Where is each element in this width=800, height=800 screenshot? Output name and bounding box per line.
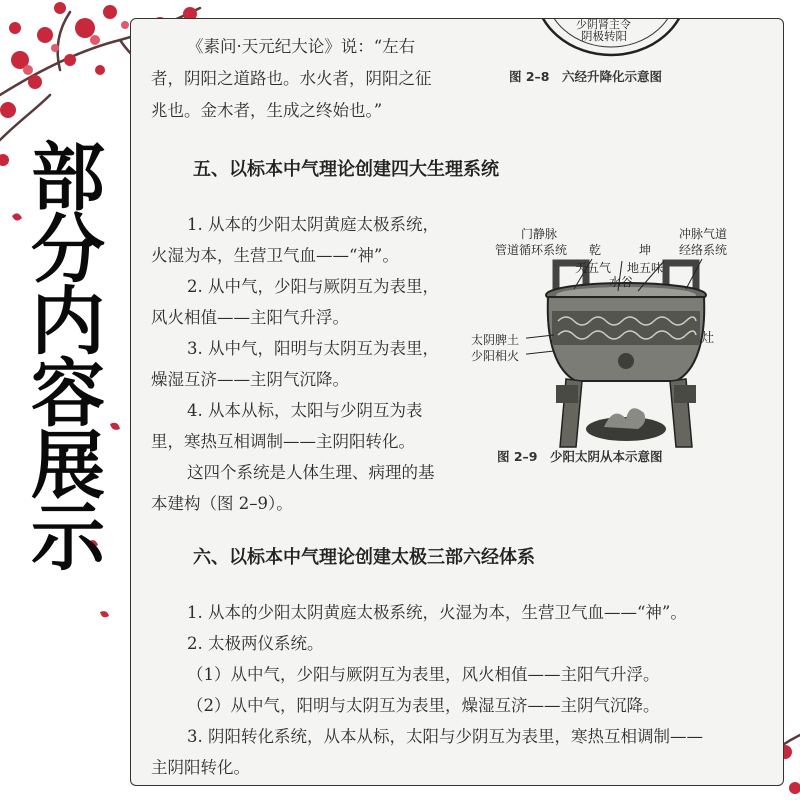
quote-line: 者，阴阳之道路也。水火者，阴阳之征 <box>151 69 432 88</box>
label-shaoyang: 少阳相火 <box>471 349 520 363</box>
label-kun: 坤 <box>639 243 652 257</box>
section-5-line: 里，寒热互相调制——主阴阳转化。 <box>151 432 415 451</box>
quote-line: 《素问·天元纪大论》说：“左右 <box>187 37 416 56</box>
side-title-char: 展 <box>31 423 105 509</box>
label-tianwuqi: 天五气 <box>575 261 612 275</box>
section-6-line: 3. 阴阳转化系统，从本从标，太阳与少阴互为表里，寒热互相调制—— <box>187 727 703 746</box>
section-6-line: 2. 太极两仪系统。 <box>187 634 324 653</box>
figure-2-9-caption: 图 2–9 少阳太阴从本示意图 <box>497 449 663 464</box>
side-title-char: 容 <box>31 351 105 437</box>
section-5-line: 这四个系统是人体生理、病理的基 <box>187 463 435 482</box>
section-5-line: 风火相值——主阳气升浮。 <box>151 308 349 327</box>
section-5-line: 1. 从本的少阳太阴黄庭太极系统， <box>187 215 439 234</box>
label-menjingmai: 门静脉 <box>521 227 558 241</box>
section-5-heading: 五、以标本中气理论创建四大生理系统 <box>193 159 499 180</box>
side-title-char: 分 <box>31 207 105 293</box>
side-title-char: 部 <box>31 135 105 221</box>
section-6-line: 1. 从本的少阳太阴黄庭太极系统，火湿为本，生营卫气血——“神”。 <box>187 603 687 622</box>
section-6-line: 主阴阳转化。 <box>151 758 250 777</box>
side-title-char: 内 <box>31 279 105 365</box>
label-zao: 灶 <box>701 331 715 346</box>
section-6-line: （2）从中气，阳明与太阴互为表里，燥湿互济——主阴气沉降。 <box>187 696 660 715</box>
side-title-char: 示 <box>31 495 105 581</box>
section-5-line: 3. 从中气，阳明与太阴互为表里， <box>187 339 439 358</box>
figure-2-8-caption: 图 2–8 六经升降化示意图 <box>509 69 662 84</box>
section-5-line: 本建构（图 2–9）。 <box>151 494 293 513</box>
fig-2-8-text: 阴极转阳 <box>581 29 627 43</box>
section-6-line: （1）从中气，少阳与厥阴互为表里，风火相值——主阳气升浮。 <box>187 665 660 684</box>
label-guandao: 管道循环系统 <box>495 243 568 257</box>
label-taiyin: 太阴脾土 <box>471 333 520 347</box>
label-jingluo: 经络系统 <box>679 243 728 257</box>
section-5-line: 4. 从本从标，太阳与少阴互为表 <box>187 401 423 420</box>
label-chongmai: 冲脉气道 <box>679 227 728 241</box>
book-page <box>130 18 784 786</box>
quote-line: 兆也。金木者，生成之终始也。” <box>151 101 383 120</box>
label-qian: 乾 <box>589 243 602 257</box>
section-5-line: 2. 从中气，少阳与厥阴互为表里， <box>187 277 439 296</box>
section-5-line: 火湿为本，生营卫气血——“神”。 <box>151 246 399 265</box>
label-diwuwei: 地五味 <box>627 261 664 275</box>
section-5-line: 燥湿互济——主阴气沉降。 <box>151 370 349 389</box>
fig-2-8-text: 少阴肾主令 <box>576 18 631 31</box>
label-shuigu: 水谷 <box>609 275 634 289</box>
section-6-heading: 六、以标本中气理论创建太极三部六经体系 <box>193 547 535 568</box>
side-title <box>18 135 118 581</box>
